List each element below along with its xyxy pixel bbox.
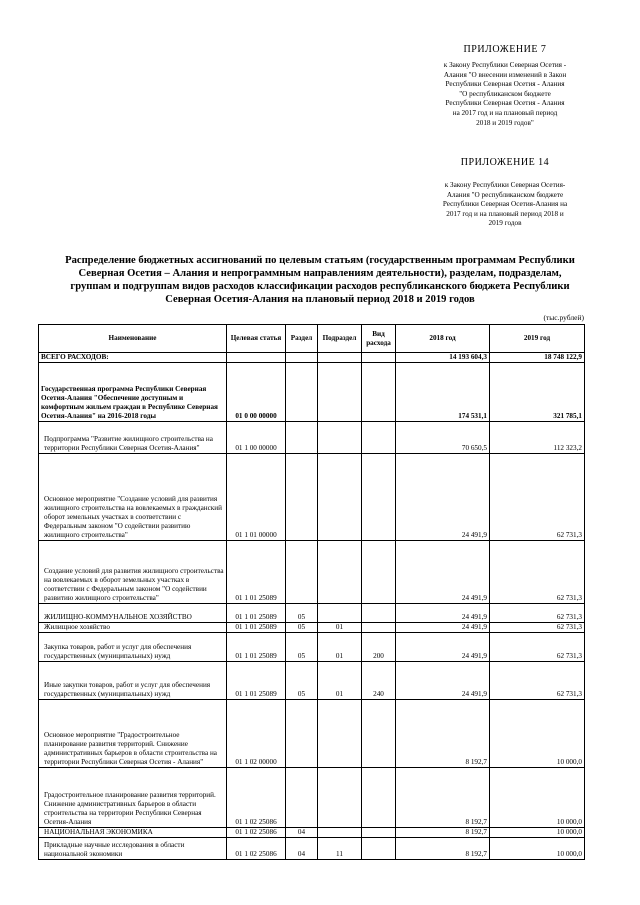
row-expense-type (362, 541, 396, 604)
row-name: Основное мероприятие "Создание условий для развития жилищного строительства на вовлекаемых в гражданский оборот земельных участках в соответствии с Федеральным законом "О содействии развитию жилищного строительства" (39, 454, 227, 541)
row-2018: 24 491,9 (396, 454, 490, 541)
units-label: (тыс.рублей) (543, 313, 584, 322)
table-row (39, 454, 585, 541)
row-section (286, 422, 318, 454)
row-2019: 10 000,0 (490, 838, 585, 860)
row-subsection (318, 700, 362, 768)
header-expense-type: Вид расхода (362, 325, 396, 353)
row-section: 05 (286, 633, 318, 662)
row-2018: 24 491,9 (396, 633, 490, 662)
row-name: Иные закупки товаров, работ и услуг для обеспечения государственных (муниципальных) нужд (39, 662, 227, 700)
row-subsection (318, 422, 362, 454)
budget-table (38, 324, 585, 860)
appendix-14-line: 2017 год и на плановый период 2018 и (446, 209, 564, 218)
table-row (39, 353, 585, 363)
table-row (39, 623, 585, 633)
row-section (286, 700, 318, 768)
header-subsection: Подраздел (318, 325, 362, 353)
appendix-7-line: Республики Северная Осетия - Алания (445, 99, 565, 108)
row-section: 05 (286, 662, 318, 700)
row-2019: 10 000,0 (490, 700, 585, 768)
row-subsection (318, 604, 362, 623)
row-section (286, 353, 318, 363)
row-subsection: 01 (318, 662, 362, 700)
table-row (39, 633, 585, 662)
row-name: Градостроительное планирование развития территорий. Снижение административных барьеров в области строительства на территории Республики Северная Осетия-Алания (39, 768, 227, 828)
table-row (39, 768, 585, 828)
row-name: Прикладные научные исследования в области национальной экономики (39, 838, 227, 860)
appendix-7-line: на 2017 год и на плановый период (452, 108, 558, 117)
header-target-article: Целевая статья (227, 325, 286, 353)
row-2019: 10 000,0 (490, 828, 585, 838)
appendix-14-line: Республики Северная Осетия-Алания на (442, 200, 568, 209)
row-target-article: 01 1 01 25089 (227, 662, 286, 700)
appendix-14-text (415, 181, 595, 229)
row-target-article (227, 353, 286, 363)
row-target-article: 01 0 00 00000 (227, 363, 286, 422)
header-section: Раздел (286, 325, 318, 353)
row-2018: 24 491,9 (396, 662, 490, 700)
row-expense-type (362, 353, 396, 363)
row-subsection (318, 454, 362, 541)
row-target-article: 01 1 00 00000 (227, 422, 286, 454)
row-expense-type (362, 768, 396, 828)
row-target-article: 01 1 02 25086 (227, 838, 286, 860)
appendix-14-line: 2019 годов (488, 219, 522, 228)
row-target-article: 01 1 01 00000 (227, 454, 286, 541)
row-2019: 62 731,3 (490, 623, 585, 633)
row-name: Закупка товаров, работ и услуг для обеспечения государственных (муниципальных) нужд (39, 633, 227, 662)
row-2018: 24 491,9 (396, 623, 490, 633)
row-target-article: 01 1 02 25086 (227, 768, 286, 828)
appendix-7 (415, 44, 595, 128)
row-name: ЖИЛИЩНО-КОММУНАЛЬНОЕ ХОЗЯЙСТВО (39, 604, 227, 623)
row-name: ВСЕГО РАСХОДОВ: (39, 353, 227, 363)
row-section (286, 768, 318, 828)
row-2019: 18 748 122,9 (490, 353, 585, 363)
row-2018: 24 491,9 (396, 541, 490, 604)
table-row (39, 604, 585, 623)
row-target-article: 01 1 01 25089 (227, 541, 286, 604)
row-2019: 62 731,3 (490, 541, 585, 604)
row-2019: 112 323,2 (490, 422, 585, 454)
table-row (39, 838, 585, 860)
row-subsection: 01 (318, 633, 362, 662)
row-2018: 174 531,1 (396, 363, 490, 422)
appendix-7-text (415, 61, 595, 128)
row-subsection (318, 353, 362, 363)
table-row (39, 363, 585, 422)
row-target-article: 01 1 02 00000 (227, 700, 286, 768)
row-expense-type (362, 700, 396, 768)
table-row (39, 700, 585, 768)
row-2019: 10 000,0 (490, 768, 585, 828)
row-expense-type: 240 (362, 662, 396, 700)
row-section (286, 454, 318, 541)
table-row (39, 422, 585, 454)
row-subsection: 11 (318, 838, 362, 860)
row-section (286, 541, 318, 604)
appendix-7-line: "О республиканском бюджете (459, 89, 551, 98)
row-section: 05 (286, 623, 318, 633)
row-2018: 8 192,7 (396, 768, 490, 828)
appendix-14-title: ПРИЛОЖЕНИЕ 14 (460, 157, 550, 168)
row-expense-type (362, 454, 396, 541)
row-2019: 62 731,3 (490, 633, 585, 662)
table-row (39, 662, 585, 700)
title-line: Северная Осетия-Алания на плановый период 2018 и 2019 годов (165, 294, 475, 305)
header-name: Наименование (39, 325, 227, 353)
row-section: 05 (286, 604, 318, 623)
row-2019: 62 731,3 (490, 662, 585, 700)
row-2018: 24 491,9 (396, 604, 490, 623)
appendix-7-line: к Закону Республики Северная Осетия - (443, 61, 567, 69)
title-line: Распределение бюджетных ассигнований по целевым статьям (государственным программам Республики (65, 255, 575, 266)
appendix-7-line: 2018 и 2019 годов" (476, 118, 534, 127)
appendix-7-line: Алания "О внесении изменений в Закон (443, 70, 567, 79)
row-expense-type (362, 604, 396, 623)
table-header-row (39, 325, 585, 353)
row-target-article: 01 1 02 25086 (227, 828, 286, 838)
row-section: 04 (286, 838, 318, 860)
appendix-14-line: к Закону Республики Северная Осетия- (444, 181, 566, 189)
row-name: Жилищное хозяйство (39, 623, 227, 633)
row-target-article: 01 1 01 25089 (227, 633, 286, 662)
row-subsection: 01 (318, 623, 362, 633)
row-subsection (318, 363, 362, 422)
row-target-article: 01 1 01 25089 (227, 604, 286, 623)
row-2019: 62 731,3 (490, 454, 585, 541)
table-row (39, 828, 585, 838)
row-2018: 8 192,7 (396, 828, 490, 838)
row-name: Подпрограмма "Развитие жилищного строительства на территории Республики Северная Осетия-Алания" (39, 422, 227, 454)
row-subsection (318, 541, 362, 604)
row-name: Государственная программа Республики Северная Осетия-Алания "Обеспечение доступным и комфортным жильем граждан в Республике Северная Осетия-Алания" на 2016-2018 годы (39, 363, 227, 422)
row-2018: 8 192,7 (396, 700, 490, 768)
row-name: Создание условий для развития жилищного строительства на вовлекаемых в оборот земельных участках в соответствии с Федеральным законом "О содействии развитию жилищного строительства" (39, 541, 227, 604)
row-section (286, 363, 318, 422)
header-2019: 2019 год (490, 325, 585, 353)
document-title (32, 254, 608, 306)
row-2019: 62 731,3 (490, 604, 585, 623)
table-row (39, 541, 585, 604)
header-2018: 2018 год (396, 325, 490, 353)
row-expense-type (362, 838, 396, 860)
row-expense-type (362, 422, 396, 454)
row-2018: 70 650,5 (396, 422, 490, 454)
row-expense-type: 200 (362, 633, 396, 662)
title-line: Северная Осетия – Алания и непрограммным направлениям деятельности), разделам, подразделам, (78, 268, 562, 279)
row-name: НАЦИОНАЛЬНАЯ ЭКОНОМИКА (39, 828, 227, 838)
row-target-article: 01 1 01 25089 (227, 623, 286, 633)
row-subsection (318, 828, 362, 838)
row-2018: 14 193 604,3 (396, 353, 490, 363)
row-2018: 8 192,7 (396, 838, 490, 860)
appendix-14-line: Алания "О республиканском бюджете (446, 190, 564, 199)
title-line: группам и подгруппам видов расходов классификации расходов республиканского бюджета Республики (70, 281, 570, 292)
row-expense-type (362, 623, 396, 633)
row-2019: 321 785,1 (490, 363, 585, 422)
row-expense-type (362, 363, 396, 422)
row-expense-type (362, 828, 396, 838)
appendix-7-title: ПРИЛОЖЕНИЕ 7 (463, 44, 547, 55)
appendix-14 (415, 157, 595, 229)
row-subsection (318, 768, 362, 828)
appendix-7-line: Республики Северная Осетия - Алания (445, 80, 565, 89)
row-name: Основное мероприятие "Градостроительное планирование развития территорий. Снижение административных барьеров в области строительства на территории Республики Северная Осетия - Алания" (39, 700, 227, 768)
row-section: 04 (286, 828, 318, 838)
